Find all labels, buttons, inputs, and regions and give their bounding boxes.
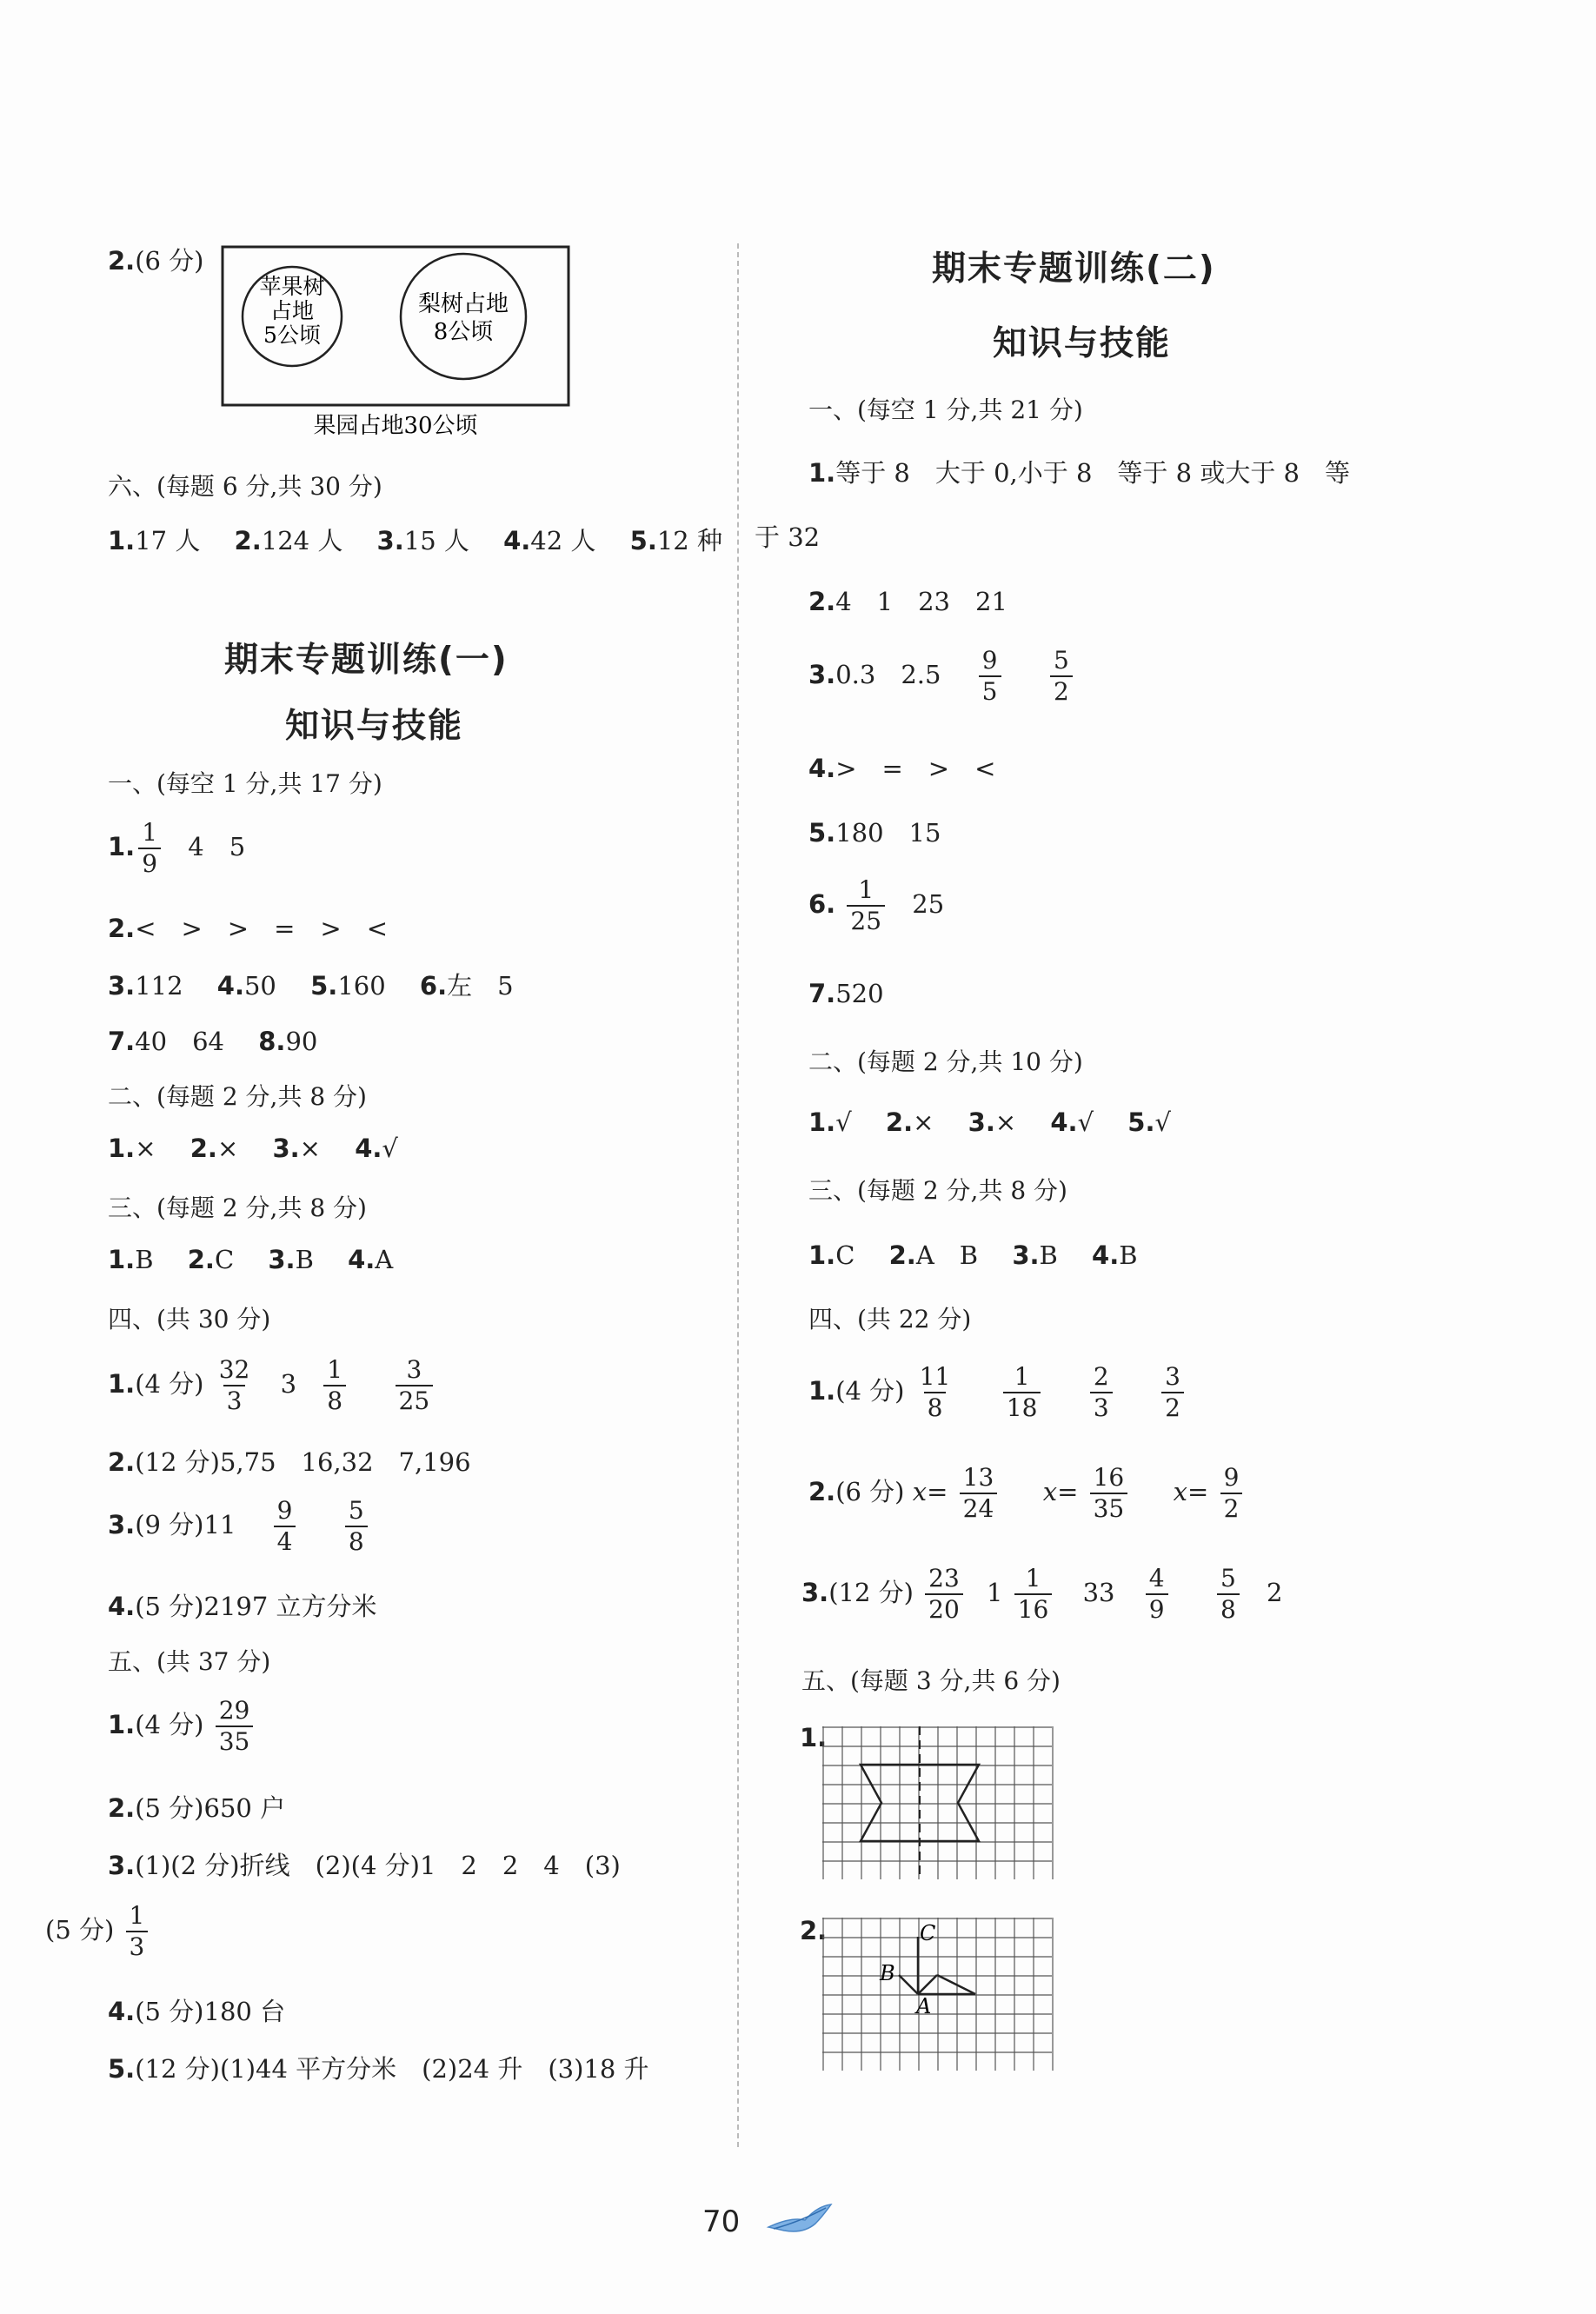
r-s1-q7: 7.520 xyxy=(808,979,884,1008)
r-section-1-title: 一、(每空 1 分,共 21 分) xyxy=(808,396,1083,424)
r-s4-q1: 1.(4 分) $\frac{11}{8}$ $\frac{1}{18}$ $\frac{2}{3}$ $\frac{3}{2}$ xyxy=(808,1365,1187,1420)
l-s5-q4: 4.(5 分)180 台 xyxy=(108,1997,286,2026)
apple-line3: 5公顷 xyxy=(263,322,321,348)
subtitle-skills-2: 知识与技能 xyxy=(993,324,1172,363)
subtitle-skills-1: 知识与技能 xyxy=(285,707,464,746)
l-s3-answers: 1.B 2.C 3.B 4.A xyxy=(108,1245,394,1274)
segment-ab xyxy=(899,1975,918,1994)
r-s1-q5: 5.180 15 xyxy=(808,818,941,848)
l-s4-q3: 3.(9 分)11 $\frac{9}{4}$ $\frac{5}{8}$ xyxy=(108,1499,371,1554)
l-s5-q3: 3.(1)(2 分)折线 (2)(4 分)1 2 2 4 (3) xyxy=(108,1851,621,1880)
l-s4-q4: 4.(5 分)2197 立方分米 xyxy=(108,1592,377,1621)
r-s4-q2: 2.(6 分) x= $\frac{13}{24}$ x= $\frac{16}{35}$ x= $\frac{9}{2}$ xyxy=(808,1466,1246,1521)
l-section-3-title: 三、(每题 2 分,共 8 分) xyxy=(108,1194,367,1222)
r-s1-q4: 4.> = > < xyxy=(808,754,996,783)
grid-figure-1 xyxy=(822,1726,1054,1879)
l-s5-q2: 2.(5 分)650 户 xyxy=(108,1793,286,1823)
venn-diagram xyxy=(217,243,574,443)
venn-caption: 果园占地30公顷 xyxy=(313,413,478,439)
r-section-2-title: 二、(每题 2 分,共 10 分) xyxy=(808,1047,1083,1076)
title-training-1: 期末专题训练(一) xyxy=(224,641,509,680)
l-s4-q2: 2.(12 分)5,75 16,32 7,196 xyxy=(108,1447,471,1477)
r-s1-q6: 6. $\frac{1}{25}$ 25 xyxy=(808,875,945,935)
l-s1-q3-6: 3.112 4.50 5.160 6.左 5 xyxy=(108,971,514,1001)
leaf-ornament-icon xyxy=(765,2201,835,2239)
r-section-5-title: 五、(每题 3 分,共 6 分) xyxy=(801,1666,1061,1695)
r-section-3-title: 三、(每题 2 分,共 8 分) xyxy=(808,1176,1067,1205)
section-6-answers: 1.17 人 2.124 人 3.15 人 4.42 人 5.12 种 xyxy=(108,526,722,555)
r-s1-q1-cont: 于 32 xyxy=(755,522,821,552)
segment-top xyxy=(937,1975,975,1994)
r-s1-q2: 2.4 1 23 21 xyxy=(808,587,1007,616)
l-section-1-title: 一、(每空 1 分,共 17 分) xyxy=(108,769,382,798)
apple-line1: 苹果树 xyxy=(259,274,325,299)
l-s1-q2: 2.< > > = > < xyxy=(108,914,388,943)
l-s4-q1: 1.(4 分) $\frac{32}{3}$ 3 $\frac{1}{8}$ $\frac{3}{25}$ xyxy=(108,1358,436,1413)
r-s5-q1-label: 1. xyxy=(800,1723,828,1752)
grid-1-lines xyxy=(822,1726,1053,1879)
pear-line2: 8公顷 xyxy=(433,319,494,345)
r-s5-q2-label: 2. xyxy=(800,1916,828,1945)
grid-figure-2 xyxy=(822,1918,1054,2071)
l-s1-q7-8: 7.40 64 8.90 xyxy=(108,1027,318,1056)
l-s5-q1: 1.(4 分) $\frac{29}{35}$ xyxy=(108,1699,256,1754)
l-section-4-title: 四、(共 30 分) xyxy=(108,1305,271,1333)
l-section-2-title: 二、(每题 2 分,共 8 分) xyxy=(108,1082,367,1111)
column-divider xyxy=(737,243,739,2147)
page-number: 70 xyxy=(702,2204,741,2239)
l-s5-q5: 5.(12 分)(1)44 平方分米 (2)24 升 (3)18 升 xyxy=(108,2054,649,2084)
l-s1-q1: 1. $\frac{1}{9}$ 4 5 xyxy=(108,818,246,878)
label-c: C xyxy=(920,1921,936,1945)
r-s3-answers: 1.C 2.A B 3.B 4.B xyxy=(808,1240,1138,1270)
label-b: B xyxy=(880,1961,895,1985)
pear-line1: 梨树占地 xyxy=(417,291,509,317)
r-s2-answers: 1.√ 2.× 3.× 4.√ 5.√ xyxy=(808,1107,1171,1137)
r-s1-q3: 3.0.3 2.5 $\frac{9}{5}$ $\frac{5}{2}$ xyxy=(808,648,1076,704)
r-s1-q1: 1.等于 8 大于 0,小于 8 等于 8 或大于 8 等 xyxy=(808,458,1350,488)
r-section-4-title: 四、(共 22 分) xyxy=(808,1305,972,1333)
l-s5-q3-cont: (5 分) $\frac{1}{3}$ xyxy=(45,1904,151,1959)
r-s4-q3: 3.(12 分) $\frac{23}{20}$ 1 $\frac{1}{16}$ 33 $\frac{4}{9}$ $\frac{5}{8}$ 2 xyxy=(801,1564,1283,1624)
segment-diag xyxy=(918,1975,937,1994)
l-section-5-title: 五、(共 37 分) xyxy=(108,1647,271,1676)
label-a: A xyxy=(916,1994,932,2018)
title-training-2: 期末专题训练(二) xyxy=(932,249,1216,289)
apple-line2: 占地 xyxy=(269,298,315,323)
section-6-title: 六、(每题 6 分,共 30 分) xyxy=(108,472,382,501)
l-s2-answers: 1.× 2.× 3.× 4.√ xyxy=(108,1134,398,1163)
q2-venn-label: 2.(6 分) xyxy=(108,246,204,276)
